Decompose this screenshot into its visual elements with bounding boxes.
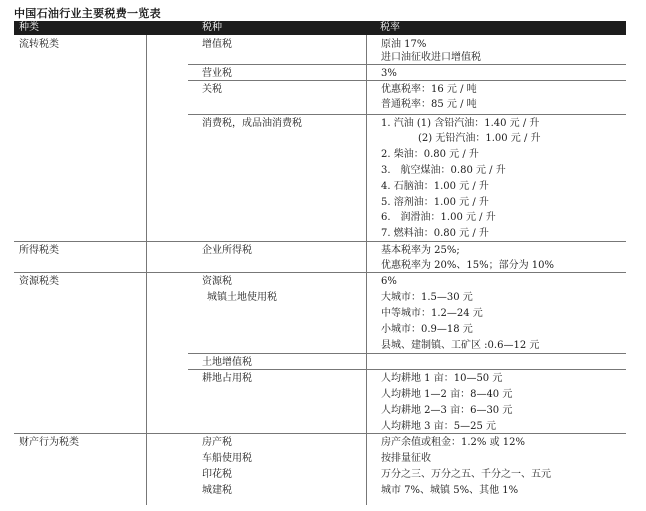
rate-zengzhi-2: 进口油征收进口增值税 bbox=[381, 52, 481, 63]
row-divider bbox=[14, 433, 626, 434]
rate-cc: 按排量征收 bbox=[381, 453, 431, 464]
rate-cz-3: 小城市：0.9—18 元 bbox=[381, 324, 473, 335]
column-divider bbox=[146, 35, 147, 505]
rate-cz-2: 中等城市：1.2—24 元 bbox=[381, 308, 483, 319]
tax-yingye: 营业税 bbox=[202, 68, 232, 79]
row-divider bbox=[188, 114, 626, 115]
row-divider bbox=[14, 272, 626, 273]
rate-gd-2: 人均耕地 1—2 亩：8—40 元 bbox=[381, 389, 513, 400]
rate-xf-5: 4. 石脑油：1.00 元 / 升 bbox=[381, 181, 489, 192]
rate-guan-2: 普通税率：85 元 / 吨 bbox=[381, 99, 477, 110]
column-divider bbox=[366, 35, 367, 505]
tax-fangchan: 房产税 bbox=[202, 437, 232, 448]
rate-xf-1: 1. 汽油 (1) 含铅汽油：1.40 元 / 升 bbox=[381, 118, 540, 129]
table-header bbox=[14, 21, 626, 35]
rate-qy-1: 基本税率为 25%; bbox=[381, 245, 460, 256]
rate-gd-3: 人均耕地 2—3 亩：6—30 元 bbox=[381, 405, 513, 416]
rate-xf-7: 6. 润滑油：1.00 元 / 升 bbox=[381, 212, 496, 223]
rate-guan-1: 优惠税率：16 元 / 吨 bbox=[381, 84, 477, 95]
category-ziyuan: 资源税类 bbox=[19, 276, 59, 287]
tax-chechuan: 车船使用税 bbox=[202, 453, 252, 464]
row-divider bbox=[188, 80, 626, 81]
row-divider bbox=[188, 369, 626, 370]
tax-tudi: 土地增值税 bbox=[202, 357, 252, 368]
rate-qy-2: 优惠税率为 20%、15%；部分为 10% bbox=[381, 260, 555, 271]
header-tax-type: 税种 bbox=[202, 22, 222, 33]
rate-zy: 6% bbox=[381, 276, 397, 287]
row-divider bbox=[188, 353, 626, 354]
rate-gd-4: 人均耕地 3 亩：5—25 元 bbox=[381, 421, 496, 432]
tax-qiye: 企业所得税 bbox=[202, 245, 252, 256]
category-liuzhuan: 流转税类 bbox=[19, 39, 59, 50]
row-divider bbox=[14, 241, 626, 242]
tax-chengjian: 城建税 bbox=[202, 485, 232, 496]
rate-xf-8: 7. 燃料油：0.80 元 / 升 bbox=[381, 228, 489, 239]
rate-yh: 万分之三、万分之五、千分之一、五元 bbox=[381, 469, 551, 480]
rate-cz-1: 大城市：1.5—30 元 bbox=[381, 292, 473, 303]
tax-ziyuan: 资源税 bbox=[202, 276, 232, 287]
rate-yingye: 3% bbox=[381, 68, 397, 79]
rate-cj: 城市 7%、城镇 5%、其他 1% bbox=[381, 485, 519, 496]
category-caichan: 财产行为税类 bbox=[19, 437, 79, 448]
rate-gd-1: 人均耕地 1 亩：10—50 元 bbox=[381, 373, 503, 384]
tax-gengdi: 耕地占用税 bbox=[202, 373, 252, 384]
tax-yinhua: 印花税 bbox=[202, 469, 232, 480]
header-rate: 税率 bbox=[380, 22, 400, 33]
tax-guanshui: 关税 bbox=[202, 84, 222, 95]
rate-zengzhi-1: 原油 17% bbox=[381, 39, 427, 50]
rate-cz-4: 县城、建制镇、工矿区 :0.6—12 元 bbox=[381, 340, 540, 351]
tax-zengzhi: 增值税 bbox=[202, 39, 232, 50]
rate-xf-2: (2) 无铅汽油：1.00 元 / 升 bbox=[418, 133, 541, 144]
row-divider bbox=[188, 64, 626, 65]
tax-chengzhen: 城镇土地使用税 bbox=[207, 292, 277, 303]
rate-xf-3: 2. 柴油：0.80 元 / 升 bbox=[381, 149, 479, 160]
rate-xf-4: 3. 航空煤油：0.80 元 / 升 bbox=[381, 165, 506, 176]
header-category: 种类 bbox=[19, 22, 39, 33]
page-title: 中国石油行业主要税费一览表 bbox=[14, 7, 161, 20]
rate-xf-6: 5. 溶剂油：1.00 元 / 升 bbox=[381, 197, 489, 208]
category-suode: 所得税类 bbox=[19, 245, 59, 256]
rate-fc: 房产余值或租金：1.2% 或 12% bbox=[381, 437, 525, 448]
tax-xiaofei: 消费税，成品油消费税 bbox=[202, 118, 302, 129]
